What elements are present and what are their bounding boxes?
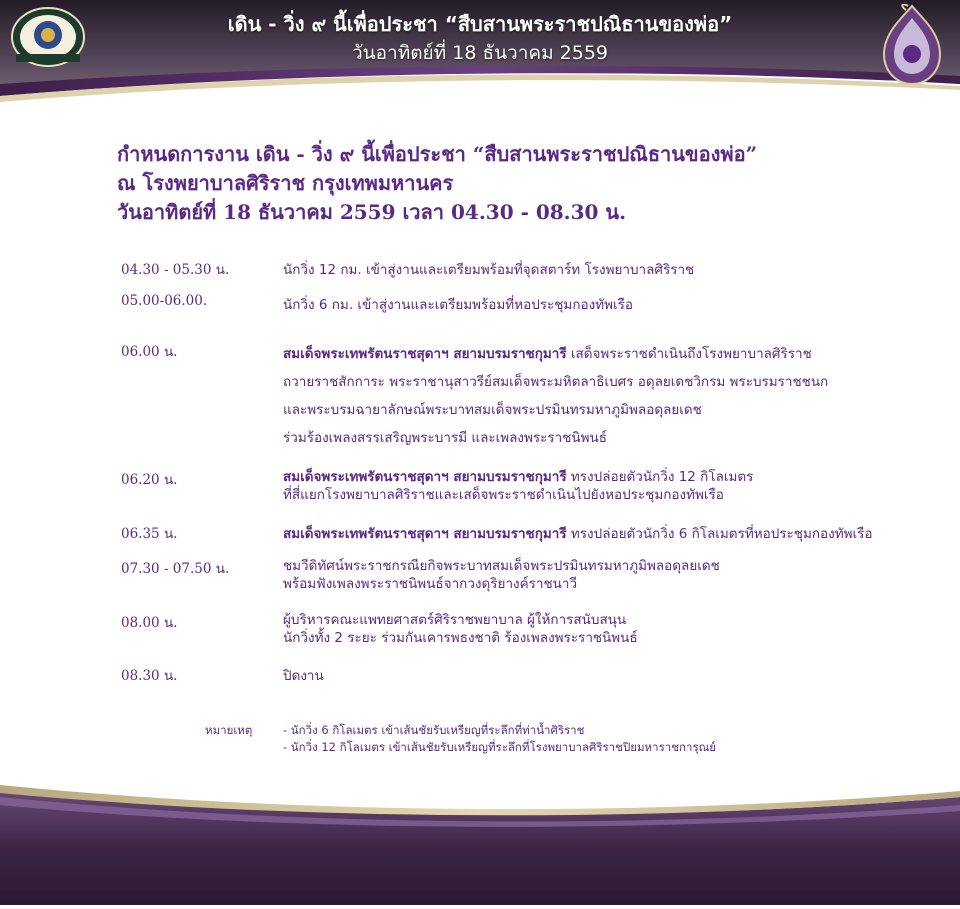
schedule-line: ปิดงาน [283,668,324,684]
schedule-line: ชมวีดิทัศน์พระราชกรณียกิจพระบาทสมเด็จพระปรมินทรมหาภูมิพลอดุลยเดช [283,558,720,574]
siriraj-logo [10,6,86,68]
schedule-description [283,664,955,686]
schedule-line: ที่สี่แยกโรงพยาบาลศิริราชและเสด็จพระราชดำเนินไปยังหอประชุมกองทัพเรือ [283,487,724,503]
schedule-description [283,522,955,544]
remarks-item: - นักวิ่ง 12 กิโลเมตร เข้าเส้นชัยรับเหรียญที่ระลึกที่โรงพยาบาลศิริราชปิยมหาราชการุณย์ [283,740,717,754]
schedule-line: นักวิ่ง 6 กม. เข้าสู่งานและเตรียมพร้อมที่หอประชุมกองทัพเรือ [283,297,633,313]
schedule-line: นักวิ่งทั้ง 2 ระยะ ร่วมกันเคารพธงชาติ ร้องเพลงพระราชนิพนธ์ [283,630,638,646]
schedule-time: 06.35 น. [121,526,178,542]
schedule-line: ถวายราชสักการะ พระราชานุสาวรีย์สมเด็จพระมหิตลาธิเบศร อดุลยเดชวิกรม พระบรมราชชนก [283,374,829,390]
schedule-line: ทรงปล่อยตัวนักวิ่ง 12 กิโลเมตร [566,469,754,485]
schedule-time: 04.30 - 05.30 น. [121,262,230,278]
schedule-description [283,293,955,315]
schedule-time: 08.00 น. [121,615,178,631]
schedule-royal-name: สมเด็จพระเทพรัตนราชสุดาฯ สยามบรมราชกุมารี [283,346,567,362]
header-title: เดิน - วิ่ง ๙ นี้เพื่อประชา “สืบสานพระราชปณิธานของพ่อ” [227,12,733,36]
header-date: วันอาทิตย์ที่ 18 ธันวาคม 2559 [351,42,609,64]
heading-line-title: กำหนดการงาน เดิน - วิ่ง ๙ นี้เพื่อประชา “สืบสานพระราชปณิธานของพ่อ” [117,142,758,166]
event-logo [880,4,944,86]
schedule-time: 06.00 น. [121,344,178,360]
schedule-description [283,557,955,593]
header-banner [0,0,960,118]
schedule-line: ผู้บริหารคณะแพทยศาสตร์ศิริราชพยาบาล ผู้ให้การสนับสนุน [283,612,627,628]
schedule-time: 05.00-06.00. [121,293,208,309]
schedule-time: 07.30 - 07.50 น. [121,561,230,577]
schedule-description [283,258,955,280]
schedule-time: 06.20 น. [121,472,178,488]
schedule-time: 08.30 น. [121,668,178,684]
remarks-label: หมายเหตุ [205,723,253,737]
heading-line-venue: ณ โรงพยาบาลศิริราช กรุงเทพมหานคร [117,171,454,195]
heading-line-datetime: วันอาทิตย์ที่ 18 ธันวาคม 2559 เวลา 04.30 - 08.30 น. [117,200,627,224]
schedule-line: พร้อมฟังเพลงพระราชนิพนธ์จากวงดุริยางค์ราชนาวี [283,576,578,592]
schedule-heading [117,140,937,227]
footer-banner [0,775,960,905]
schedule-royal-name: สมเด็จพระเทพรัตนราชสุดาฯ สยามบรมราชกุมารี [283,526,567,542]
schedule-description [283,468,955,504]
footer-decoration [0,775,960,905]
schedule-line: และพระบรมฉายาลักษณ์พระบาทสมเด็จพระปรมินทรมหาภูมิพลอดุลยเดช [283,402,702,418]
schedule-description [283,340,955,452]
schedule-line: ทรงปล่อยตัวนักวิ่ง 6 กิโลเมตรที่หอประชุมกองทัพเรือ [566,526,873,542]
schedule-line: เสด็จพระราชดำเนินถึงโรงพยาบาลศิริราช [566,346,812,362]
schedule-royal-name: สมเด็จพระเทพรัตนราชสุดาฯ สยามบรมราชกุมารี [283,469,567,485]
schedule-line: ร่วมร้องเพลงสรรเสริญพระบารมี และเพลงพระราชนิพนธ์ [283,430,607,446]
schedule-line: นักวิ่ง 12 กม. เข้าสู่งานและเตรียมพร้อมที่จุดสตาร์ท โรงพยาบาลศิริราช [283,262,695,278]
schedule-description [283,611,955,647]
remarks-list [283,722,716,756]
remarks-item: - นักวิ่ง 6 กิโลเมตร เข้าเส้นชัยรับเหรียญที่ระลึกที่ท่าน้ำศิริราช [283,723,585,737]
